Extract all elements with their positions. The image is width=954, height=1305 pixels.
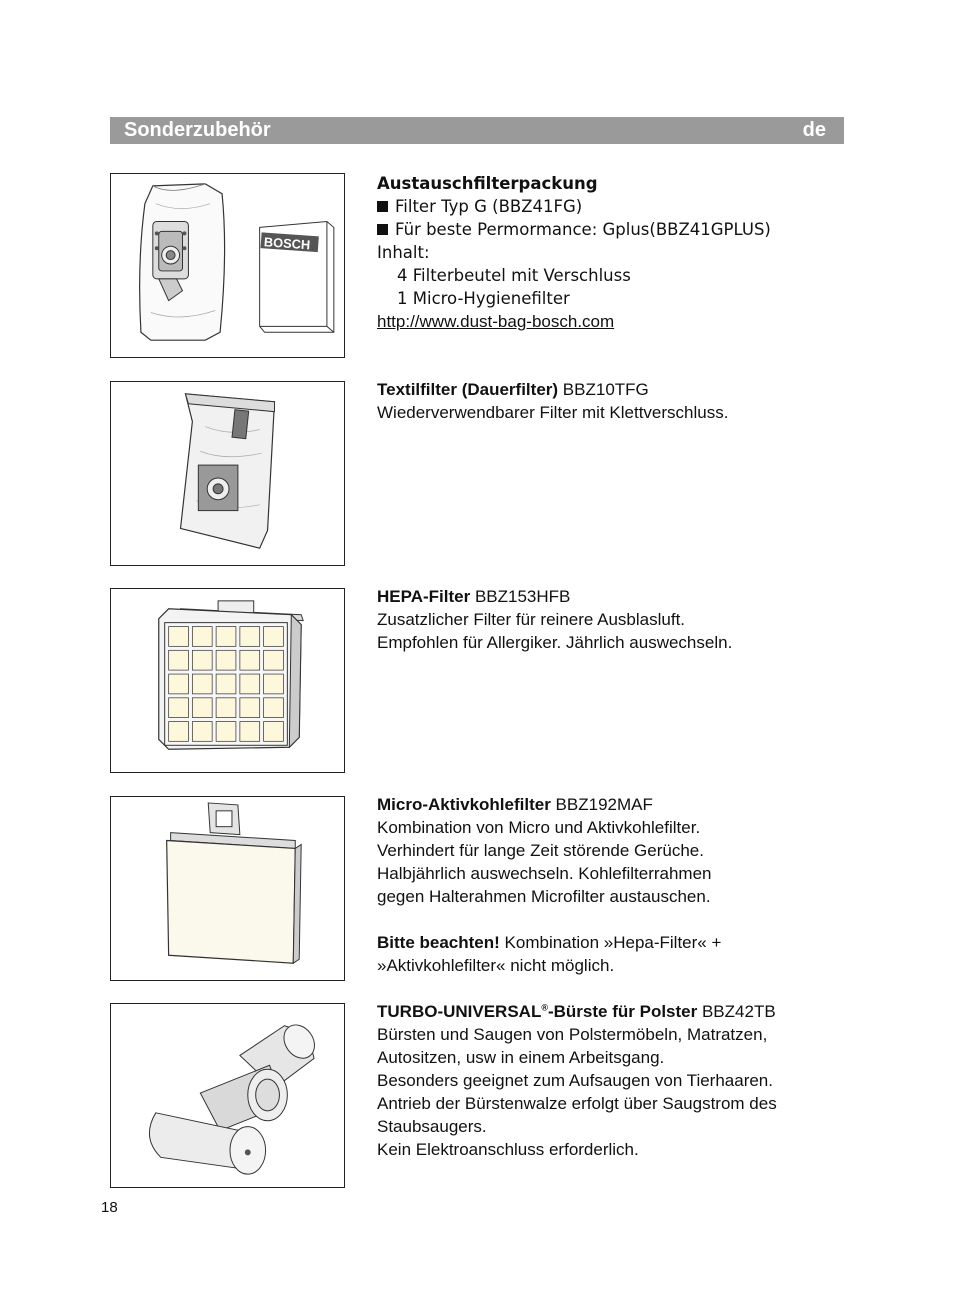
registered-mark: ® <box>541 1002 548 1013</box>
section-title: Textilfilter (Dauerfilter) <box>377 380 559 399</box>
note-text: Kombination »Hepa-Filter« + <box>504 933 722 952</box>
section-text: Besonders geeignet zum Aufsaugen von Tierhaaren. <box>377 1071 773 1090</box>
section-title: HEPA-Filter <box>377 587 471 606</box>
hepa-cell <box>240 627 260 647</box>
section-text: Wiederverwendbarer Filter mit Klettverschluss. <box>377 403 729 422</box>
hepa-cell <box>169 674 189 694</box>
dust-bag-and-box-illustration <box>111 174 344 357</box>
carbon-filter-illustration <box>111 797 344 980</box>
section-text: Verhindert für lange Zeit störende Gerüche. <box>377 841 704 860</box>
hepa-filter-illustration <box>111 589 344 772</box>
section-text: Autositzen, usw in einem Arbeitsgang. <box>377 1048 665 1067</box>
section-title: Austauschfilterpackung <box>377 174 598 193</box>
section-title: Micro-Aktivkohlefilter <box>377 795 551 814</box>
hepa-cell <box>264 627 284 647</box>
hepa-cell <box>216 722 236 742</box>
hepa-cell <box>264 650 284 670</box>
hepa-cell <box>169 722 189 742</box>
textile-filter-image <box>110 381 345 566</box>
hepa-cell <box>169 650 189 670</box>
section-textile-filter <box>377 378 847 424</box>
hepa-cell <box>169 698 189 718</box>
hepa-cell <box>264 722 284 742</box>
square-bullet-icon <box>377 201 388 212</box>
product-code: BBZ192MAF <box>555 795 653 814</box>
section-text: Zusatzlicher Filter für reinere Ausblasluft. <box>377 610 686 629</box>
contents-label: Inhalt: <box>377 243 430 262</box>
hepa-filter-image <box>110 588 345 773</box>
turbo-brush-image <box>110 1003 345 1188</box>
section-turbo-brush <box>377 1000 847 1161</box>
hepa-cell <box>192 698 212 718</box>
section-text: gegen Halterahmen Microfilter austauschen. <box>377 887 711 906</box>
hepa-cell <box>216 650 236 670</box>
contents-item: 1 Micro-Hygienefilter <box>397 289 570 308</box>
hepa-cell <box>216 627 236 647</box>
section-filter-pack <box>377 172 847 333</box>
note-title: Bitte beachten! <box>377 933 500 952</box>
section-title-rest: -Bürste für Polster <box>547 1002 698 1021</box>
section-header <box>110 117 844 144</box>
hepa-cell <box>264 674 284 694</box>
box-brand-logo: BOSCH <box>263 234 311 253</box>
section-text: Kein Elektroanschluss erforderlich. <box>377 1140 639 1159</box>
hepa-cell <box>216 674 236 694</box>
product-code: BBZ42TB <box>701 1002 776 1021</box>
hepa-cell <box>169 627 189 647</box>
product-code: BBZ10TFG <box>562 380 649 399</box>
section-text: Empfohlen für Allergiker. Jährlich auswechseln. <box>377 633 733 652</box>
hepa-cell <box>264 698 284 718</box>
bullet-text: Filter Typ G (BBZ41FG) <box>395 197 583 216</box>
hepa-cell <box>216 698 236 718</box>
square-bullet-icon <box>377 224 388 235</box>
section-text: Staubsaugers. <box>377 1117 487 1136</box>
hepa-cell <box>192 722 212 742</box>
section-title: TURBO-UNIVERSAL <box>377 1002 542 1021</box>
textile-bag-illustration <box>111 382 344 565</box>
section-text: Kombination von Micro und Aktivkohlefilter. <box>377 818 701 837</box>
product-code: BBZ153HFB <box>474 587 571 606</box>
page-number: 18 <box>101 1199 118 1216</box>
section-hepa-filter <box>377 585 847 654</box>
dust-bag-link[interactable]: http://www.dust-bag-bosch.com <box>377 312 615 331</box>
hepa-cell <box>192 627 212 647</box>
section-carbon-filter <box>377 793 847 977</box>
hepa-cell <box>192 674 212 694</box>
carbon-filter-image <box>110 796 345 981</box>
hepa-cell <box>192 650 212 670</box>
filter-pack-image <box>110 173 345 358</box>
hepa-cell <box>240 650 260 670</box>
header-title: Sonderzubehör <box>124 119 271 141</box>
header-language: de <box>802 119 826 141</box>
section-text: Bürsten und Saugen von Polstermöbeln, Matratzen, <box>377 1025 768 1044</box>
hepa-cell <box>240 674 260 694</box>
hepa-cell <box>240 722 260 742</box>
note-text: »Aktivkohlefilter« nicht möglich. <box>377 956 615 975</box>
section-text: Halbjährlich auswechseln. Kohlefilterrahmen <box>377 864 712 883</box>
section-text: Antrieb der Bürstenwalze erfolgt über Saugstrom des <box>377 1094 777 1113</box>
hepa-cell <box>240 698 260 718</box>
turbo-brush-illustration <box>111 1004 344 1187</box>
bullet-text: Für beste Permormance: Gplus(BBZ41GPLUS) <box>395 220 771 239</box>
contents-item: 4 Filterbeutel mit Verschluss <box>397 266 631 285</box>
